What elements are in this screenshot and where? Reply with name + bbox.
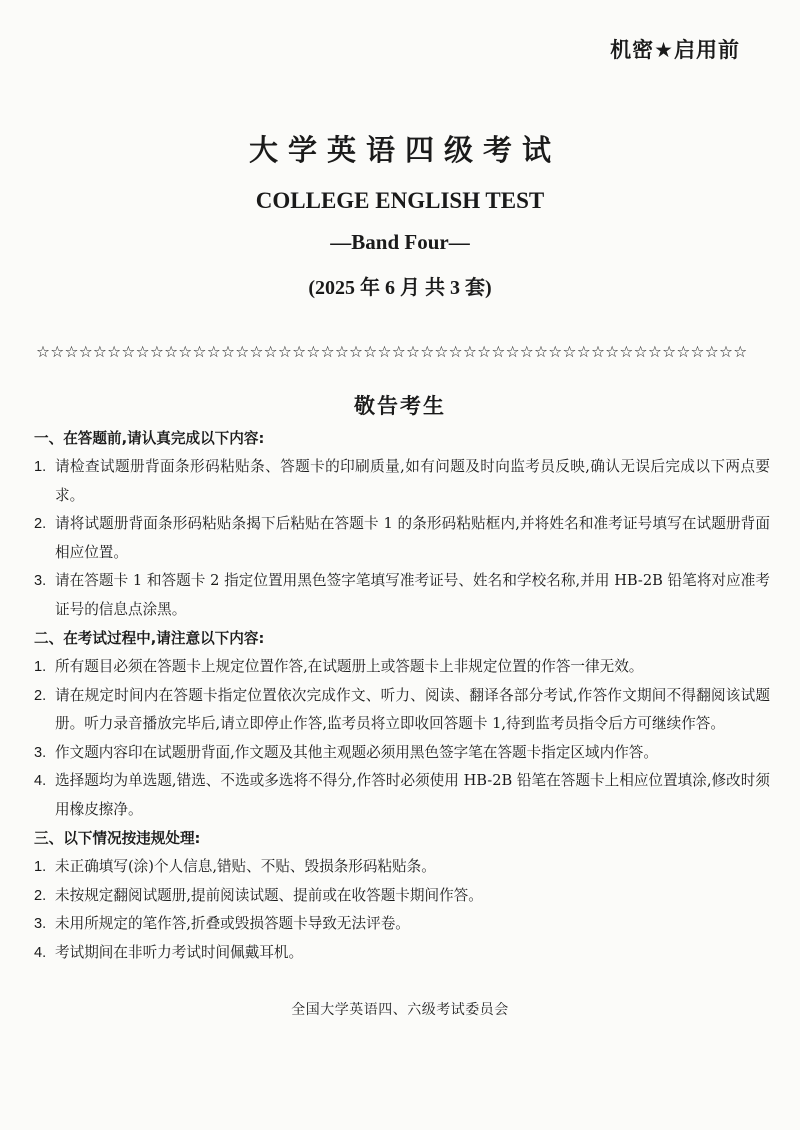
- item-number: 4.: [34, 944, 47, 961]
- list-item: [34, 882, 770, 911]
- item-number: 1.: [34, 859, 47, 875]
- notice-section-violations: [34, 824, 770, 967]
- confidential-label: 机密★启用前: [610, 38, 740, 62]
- item-text: 考试期间在非听力考试时间佩戴耳机。: [55, 943, 304, 961]
- item-number: 4.: [34, 773, 47, 789]
- item-number: 3.: [34, 744, 47, 761]
- item-text: 所有题目必须在答题卡上规定位置作答,在试题册上或答题卡上非规定位置的作答一律无效。: [55, 658, 644, 675]
- item-number: 1.: [34, 459, 47, 475]
- section-heading: 一、在答题前,请认真完成以下内容:: [34, 430, 265, 447]
- exam-title-chinese: 大学英语四级考试: [248, 133, 561, 167]
- exam-date: (2025 年 6 月 共 3 套): [308, 277, 492, 299]
- list-item: [34, 939, 770, 968]
- list-item: [34, 567, 770, 624]
- item-number: 2.: [34, 687, 47, 704]
- notice-section-before: [34, 424, 770, 624]
- item-text: 未正确填写(涂)个人信息,错贴、不贴、毁损条形码粘贴条。: [55, 858, 436, 875]
- list-item: [34, 767, 770, 824]
- item-number: 2.: [34, 887, 47, 904]
- list-item: [34, 910, 770, 939]
- item-text: 请将试题册背面条形码粘贴条揭下后粘贴在答题卡 1 的条形码粘贴框内,并将姓名和准考证号填写在试题册背面相应位置。: [55, 515, 770, 561]
- notice-content: [34, 424, 770, 967]
- item-number: 3.: [34, 916, 47, 932]
- list-item: [34, 853, 770, 882]
- notice-section-during: [34, 624, 770, 824]
- item-text: 未用所规定的笔作答,折叠或毁损答题卡导致无法评卷。: [55, 915, 410, 932]
- section-heading: 二、在考试过程中,请注意以下内容:: [34, 630, 265, 647]
- exam-band: —Band Four—: [330, 230, 470, 254]
- section-heading: 三、以下情况按违规处理:: [34, 830, 201, 847]
- committee-signature: 全国大学英语四、六级考试委员会: [291, 1002, 509, 1018]
- item-text: 请在答题卡 1 和答题卡 2 指定位置用黑色签字笔填写准考证号、姓名和学校名称,并用 HB-2B 铅笔将对应准考证号的信息点涂黑。: [55, 572, 770, 618]
- item-text: 请在规定时间内在答题卡指定位置依次完成作文、听力、阅读、翻译各部分考试,作答作文期间不得翻阅该试题册。听力录音播放完毕后,请立即停止作答,监考员将立即收回答题卡 1,待到监考员指令后方可继续作答。: [55, 686, 770, 732]
- item-number: 2.: [34, 516, 47, 532]
- exam-title-english: COLLEGE ENGLISH TEST: [255, 188, 545, 213]
- list-item: [34, 739, 770, 768]
- item-number: 3.: [34, 573, 47, 589]
- list-item: [34, 653, 770, 682]
- list-item: [34, 510, 770, 567]
- list-item: [34, 682, 770, 739]
- star-divider: ☆☆☆☆☆☆☆☆☆☆☆☆☆☆☆☆☆☆☆☆☆☆☆☆☆☆☆☆☆☆☆☆☆☆☆☆☆☆☆☆☆☆☆☆☆☆☆☆☆☆: [36, 343, 748, 361]
- item-text: 未按规定翻阅试题册,提前阅读试题、提前或在收答题卡期间作答。: [55, 886, 483, 904]
- item-text: 选择题均为单选题,错选、不选或多选将不得分,作答时必须使用 HB-2B 铅笔在答题卡上相应位置填涂,修改时须用橡皮擦净。: [55, 772, 770, 818]
- item-text: 请检查试题册背面条形码粘贴条、答题卡的印刷质量,如有问题及时向监考员反映,确认无误后完成以下两点要求。: [55, 458, 770, 504]
- item-text: 作文题内容印在试题册背面,作文题及其他主观题必须用黑色签字笔在答题卡指定区域内作答。: [55, 743, 658, 761]
- notice-title: 敬告考生: [354, 394, 446, 418]
- list-item: [34, 453, 770, 510]
- item-number: 1.: [34, 659, 47, 675]
